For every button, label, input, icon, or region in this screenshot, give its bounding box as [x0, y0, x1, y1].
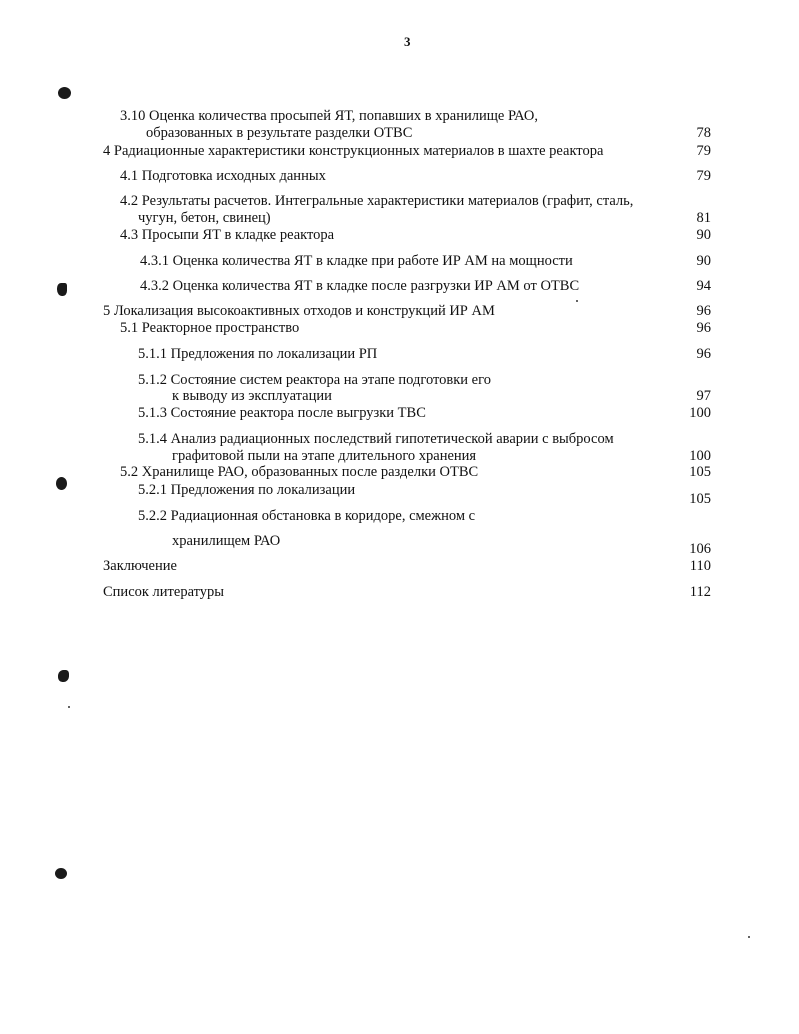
- binder-hole-mark: [58, 670, 69, 682]
- binder-hole-mark: [58, 87, 71, 99]
- toc-page-4-3-1: 90: [696, 253, 711, 269]
- scan-speck: [576, 300, 578, 302]
- toc-page-5-1-4: 100: [689, 448, 711, 464]
- toc-entry-3-10-line1: 3.10 Оценка количества просыпей ЯТ, попавших в хранилище РАО,: [120, 108, 539, 124]
- toc-page-5-1-3: 100: [689, 405, 711, 421]
- toc-page-5-1: 96: [696, 320, 711, 336]
- toc-page-4: 79: [696, 143, 711, 159]
- toc-entry-3-10-line2: образованных в результате разделки ОТВС: [146, 125, 413, 141]
- toc-page-4-2: 81: [696, 210, 711, 226]
- toc-entry-5-1-4-line1: 5.1.4 Анализ радиационных последствий гипотетической аварии с выбросом: [138, 431, 614, 447]
- toc-entry-5-2-2-line1: 5.2.2 Радиационная обстановка в коридоре, смежном с: [138, 508, 476, 524]
- toc-page-references: 112: [689, 584, 711, 600]
- toc-page-3-10: 78: [696, 125, 711, 141]
- toc-entry-5-1-2-line1: 5.1.2 Состояние систем реактора на этапе подготовки его: [138, 372, 491, 388]
- toc-page-4-3: 90: [696, 227, 711, 243]
- toc-entry-references: Список литературы: [103, 584, 225, 600]
- toc-page-5-2: 105: [689, 464, 711, 480]
- toc-entry-5-1-4-line2: графитовой пыли на этапе длительного хранения: [172, 448, 477, 464]
- page-number: 3: [404, 34, 411, 49]
- scan-speck: [68, 706, 70, 708]
- binder-hole-mark: [57, 283, 67, 296]
- toc-entry-5-1-3: 5.1.3 Состояние реактора после выгрузки ТВС: [138, 405, 426, 421]
- toc-entry-conclusion: Заключение: [103, 558, 177, 574]
- toc-entry-4: 4 Радиационные характеристики конструкционных материалов в шахте реактора: [103, 143, 604, 159]
- toc-entry-5-2: 5.2 Хранилище РАО, образованных после разделки ОТВС: [120, 464, 479, 480]
- toc-entry-4-2-line2: чугун, бетон, свинец): [138, 210, 271, 226]
- toc-page-conclusion: 110: [689, 558, 711, 574]
- toc-entry-5-2-1: 5.2.1 Предложения по локализации: [138, 482, 356, 498]
- scan-speck: [748, 936, 750, 938]
- toc-page-4-1: 79: [696, 168, 711, 184]
- toc-page-5-1-2: 97: [696, 388, 711, 404]
- toc-entry-4-3-2: 4.3.2 Оценка количества ЯТ в кладке после разгрузки ИР АМ от ОТВС: [140, 278, 580, 294]
- toc-entry-4-2-line1: 4.2 Результаты расчетов. Интегральные характеристики материалов (графит, сталь,: [120, 193, 634, 209]
- toc-page-4-3-2: 94: [696, 278, 711, 294]
- toc-entry-5-1-2-line2: к выводу из эксплуатации: [172, 388, 332, 404]
- toc-page-5-2-2: 106: [689, 541, 711, 557]
- toc-page-5-1-1: 96: [696, 346, 711, 362]
- toc-entry-5-1: 5.1 Реакторное пространство: [120, 320, 300, 336]
- binder-hole-mark: [56, 477, 67, 490]
- toc-page-5: 96: [696, 303, 711, 319]
- binder-hole-mark: [55, 868, 67, 879]
- toc-entry-5-2-2-line2: хранилищем РАО: [172, 533, 281, 549]
- toc-entry-5: 5 Локализация высокоактивных отходов и конструкций ИР АМ: [103, 303, 495, 319]
- toc-entry-4-3: 4.3 Просыпи ЯТ в кладке реактора: [120, 227, 335, 243]
- toc-page-5-2-1: 105: [689, 491, 711, 507]
- toc-entry-4-1: 4.1 Подготовка исходных данных: [120, 168, 326, 184]
- toc-entry-5-1-1: 5.1.1 Предложения по локализации РП: [138, 346, 378, 362]
- toc-entry-4-3-1: 4.3.1 Оценка количества ЯТ в кладке при работе ИР АМ на мощности: [140, 253, 573, 269]
